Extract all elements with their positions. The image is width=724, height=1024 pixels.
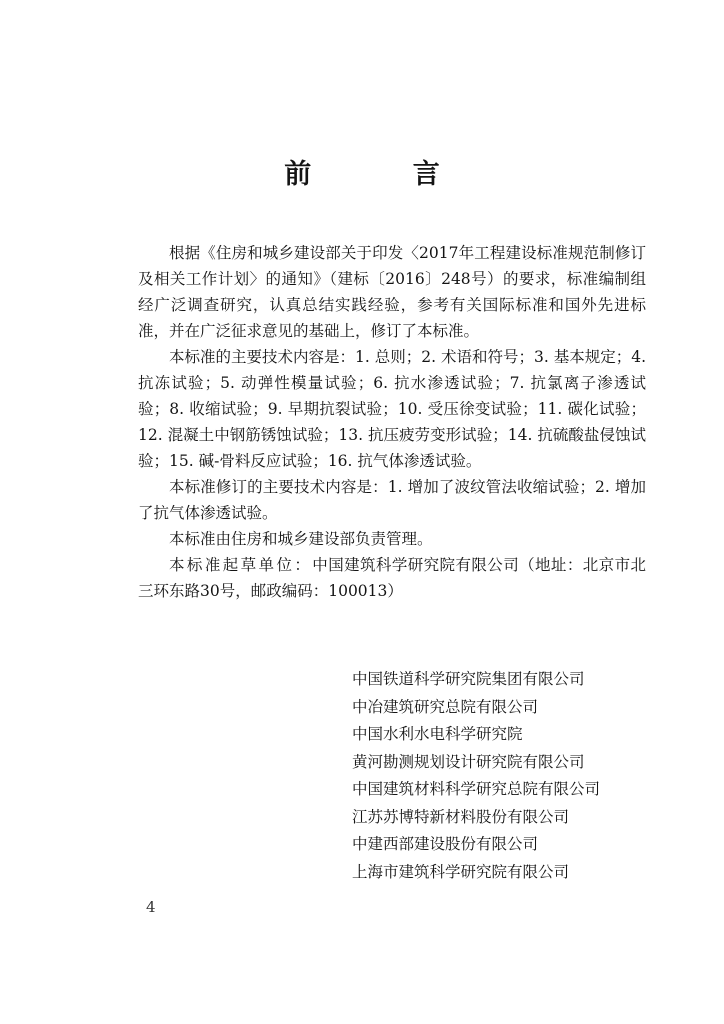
list-item: 中国建筑材料科学研究总院有限公司	[352, 780, 601, 798]
page-number: 4	[146, 898, 156, 916]
drafting-units-label: 本标准起草单位：	[169, 556, 313, 574]
list-item: 江苏苏博特新材料股份有限公司	[352, 807, 570, 826]
main-drafting-org: 中国建筑科学研究院有限公司（地址：北京市北三环东路30号，邮政编码：100013）	[138, 556, 646, 600]
list-item: 中国水利水电科学研究院	[352, 725, 523, 743]
list-item: 黄河勘测规划设计研究院有限公司	[352, 752, 585, 771]
page-title: 前 言	[284, 159, 486, 190]
paragraph-revision-contents: 本标准修订的主要技术内容是：1. 增加了波纹管法收缩试验；2. 增加了抗气体渗透试验。	[138, 478, 646, 522]
preface-body	[138, 240, 646, 604]
list-item: 中国铁道科学研究院集团有限公司	[352, 670, 585, 688]
drafting-org-list	[352, 666, 652, 886]
paragraph-management: 本标准由住房和城乡建设部负责管理。	[169, 530, 433, 548]
paragraph-background: 根据《住房和城乡建设部关于印发〈2017年工程建设标准规范制修订及相关工作计划〉的通知》（建标〔2016〕248号）的要求，标准编制组经广泛调查研究，认真总结实践经验，参考有关国际标准和国外先进标准，并在广泛征求意见的基础上，修订了本标准。	[138, 244, 646, 340]
list-item: 中冶建筑研究总院有限公司	[352, 697, 539, 716]
paragraph-main-contents: 本标准的主要技术内容是：1. 总则；2. 术语和符号；3. 基本规定；4. 抗冻试验；5. 动弹性模量试验；6. 抗水渗透试验；7. 抗氯离子渗透试验；8. 收缩试验；9. 早期抗裂试验；10. 受压徐变试验；11. 碳化试验；12. 混凝土中钢筋锈蚀试验；13. 抗压疲劳变形试验；14. 抗硫酸盐侵蚀试验；15. 碱-骨料反应试验；16. 抗气体渗透试验。	[138, 348, 646, 470]
list-item: 上海市建筑科学研究院有限公司	[352, 862, 570, 881]
drafting-units-line	[138, 552, 646, 604]
list-item: 中建西部建设股份有限公司	[352, 835, 539, 853]
